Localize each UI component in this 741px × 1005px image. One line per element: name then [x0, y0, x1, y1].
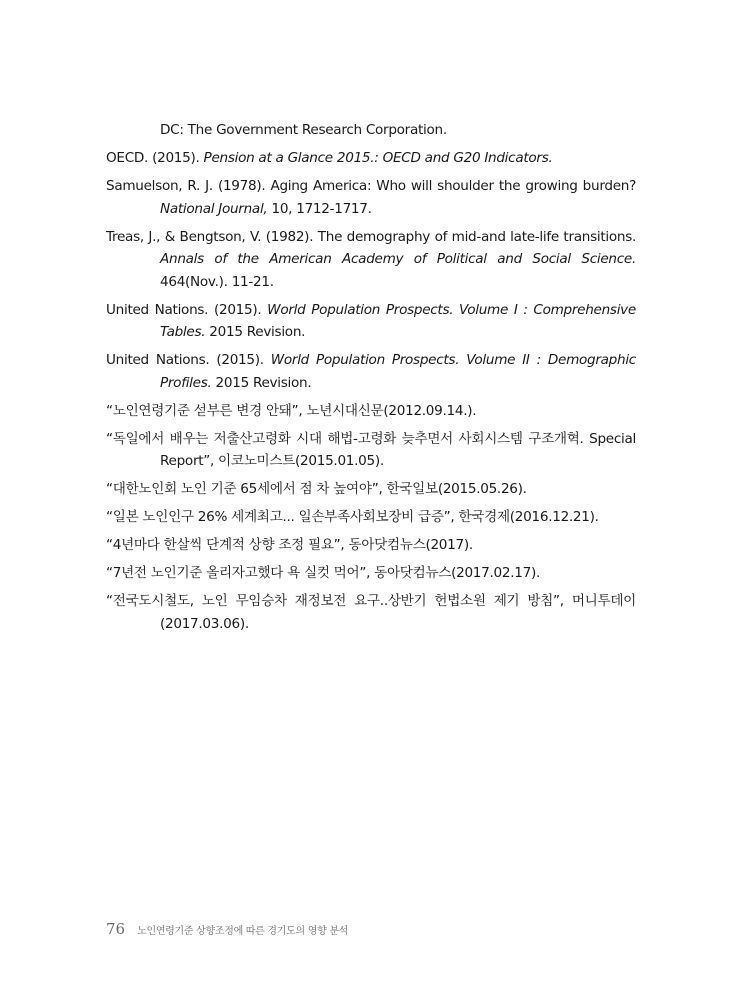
- running-title: 노인연령기준 상향조정에 따른 경기도의 영향 분석: [137, 926, 349, 937]
- reference-entry: “대한노인회 노인 기준 65세에서 점 차 높여야”, 한국일보(2015.05.26).: [106, 481, 527, 497]
- reference-entry: United Nations. (2015). World Population Prospects. Volume I : Comprehensive Tables. 2015 Revision.: [106, 301, 636, 340]
- reference-entry: “독일에서 배우는 저출산고령화 시대 해법-고령화 늦추면서 사회시스템 구조개혁. Special Report”, 이코노미스트(2015.01.05).: [106, 430, 636, 469]
- reference-entry: DC: The Government Research Corporation.: [160, 122, 447, 138]
- reference-entry: “일본 노인인구 26% 세계최고... 일손부족사회보장비 급증”, 한국경제(2016.12.21).: [106, 509, 599, 525]
- page-footer: [106, 920, 348, 942]
- reference-entry: Treas, J., & Bengtson, V. (1982). The demography of mid-and late-life transitions. Annals of the American Academy of Political and Social Science. 464(Nov.). 11-21.: [106, 228, 636, 290]
- reference-entry: “7년전 노인기준 올리자고했다 욕 실컷 먹어”, 동아닷컴뉴스(2017.02.17).: [106, 565, 540, 581]
- page-number: 76: [106, 920, 126, 938]
- reference-entry: “4년마다 한살씩 단계적 상향 조정 필요”, 동아닷컴뉴스(2017).: [106, 537, 473, 553]
- reference-list: [106, 119, 636, 641]
- reference-entry: Samuelson, R. J. (1978). Aging America: Who will shoulder the growing burden? National Journal, 10, 1712-1717.: [106, 178, 636, 217]
- reference-entry: “노인연령기준 섣부른 변경 안돼”, 노년시대신문(2012.09.14.).: [106, 402, 477, 419]
- reference-entry: “전국도시철도, 노인 무임승차 재정보전 요구..상반기 헌법소원 제기 방침”, 머니투데이(2017.03.06).: [106, 593, 636, 632]
- reference-entry: United Nations. (2015). World Population Prospects. Volume II : Demographic Profiles. 2015 Revision.: [106, 352, 636, 391]
- reference-entry: OECD. (2015). Pension at a Glance 2015.: OECD and G20 Indicators.: [106, 150, 553, 166]
